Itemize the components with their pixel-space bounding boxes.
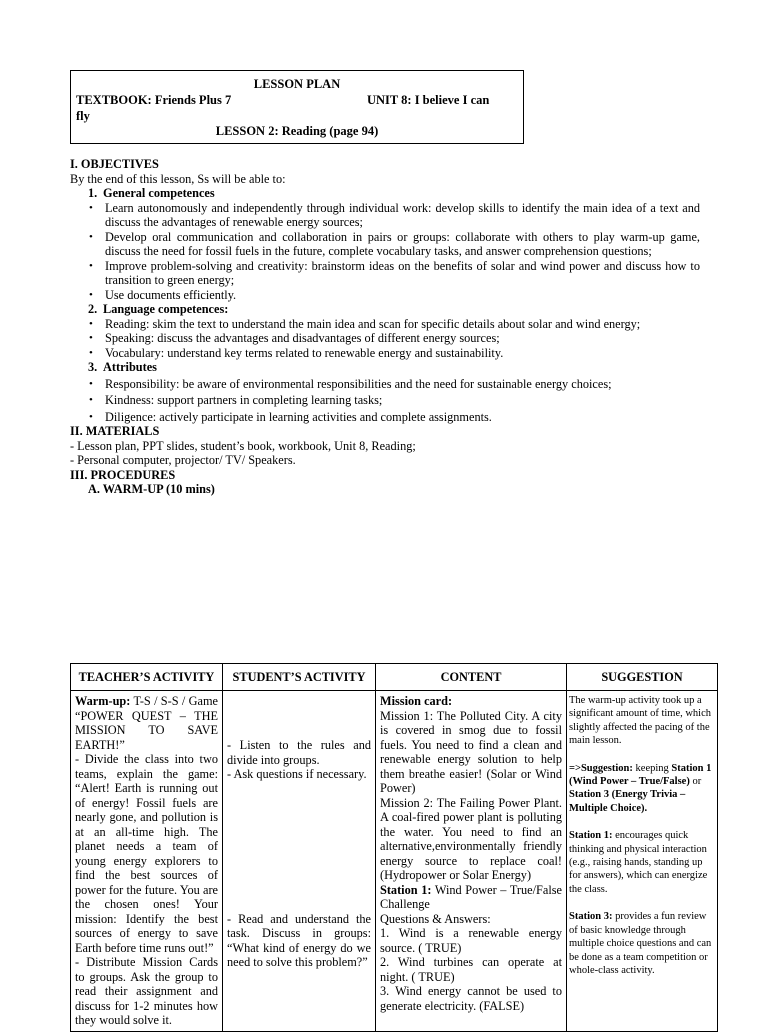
section-heading: 3. Attributes — [88, 360, 157, 374]
textbook-label: TEXTBOOK: Friends Plus 7 — [76, 93, 232, 107]
table-row — [71, 691, 718, 1032]
materials-line: - Lesson plan, PPT slides, student’s book, workbook, Unit 8, Reading; — [70, 438, 416, 453]
lesson-plan-title: LESSON PLAN — [253, 77, 341, 91]
list-item: • Vocabulary: understand key terms related to renewable energy and sustainability. — [70, 346, 700, 361]
list-item: • Kindness: support partners in completing learning tasks; — [70, 393, 700, 408]
general-competences-list — [70, 201, 700, 303]
suggestion-header: SUGGESTION — [567, 664, 718, 691]
teacher-activity-header: TEACHER’S ACTIVITY — [71, 664, 223, 691]
list-item: • Reading: skim the text to understand the main idea and scan for specific details about solar and wind energy; — [70, 317, 700, 332]
objectives-heading: I. OBJECTIVES — [70, 157, 159, 171]
suggestion-cell: The warm-up activity took up a significant amount of time, which slightly affected the pacing of the main lesson. =>Suggestion: keeping Station 1 (Wind Power – True/False) or Station 3 (Energy Trivia – Multiple Choice). Station 1: encourages quick thinking and physical interaction (e.g., raising hands, standing up for answers), which can energize the class. Station 3: provides a fun review of basic knowledge through multiple choice questions and can be done as a team competition or whole-class activity. — [567, 691, 718, 1032]
list-item: • Speaking: discuss the advantages and disadvantages of different energy sources; — [70, 331, 700, 346]
list-item: • Learn autonomously and independently through individual work: develop skills to identify the main idea of a text and discuss the advantages of renewable energy sources; — [70, 201, 700, 230]
lesson-body — [70, 157, 700, 497]
list-item: • Improve problem-solving and creativity: brainstorm ideas on the benefits of solar and wind power and discuss how to transition to green energy; — [70, 259, 700, 288]
language-competences-list — [70, 317, 700, 361]
list-item: • Responsibility: be aware of environmental responsibilities and the need for sustainable energy choices; — [70, 377, 700, 392]
materials-line: - Personal computer, projector/ TV/ Speakers. — [70, 453, 296, 467]
student-activity-header: STUDENT’S ACTIVITY — [223, 664, 376, 691]
list-item: • Develop oral communication and collaboration in pairs or groups: collaborate with others to play warm-up game, discuss the need for fossil fuels in the future, complete vocabulary tasks, and answer comprehension questions; — [70, 230, 700, 259]
list-item: • Diligence: actively participate in learning activities and complete assignments. — [70, 410, 700, 425]
lesson-header-box — [70, 70, 524, 144]
list-item: • Use documents efficiently. — [70, 288, 700, 303]
materials-heading: II. MATERIALS — [70, 424, 160, 438]
lesson-label: LESSON 2: Reading (page 94) — [215, 124, 379, 138]
section-heading: 2. Language competences: — [88, 302, 229, 316]
content-cell: Mission card: Mission 1: The Polluted City. A city is covered in smog due to fossil fuels. You need to find a clean and renewable energy solution to help them breathe easier! (Solar or Wind Power) Mission 2: The Failing Power Plant. A coal-fired power plant is polluting the water. You need to find an alternative,environmentally friendly energy source to replace coal! (Hydropower or Solar Energy) Station 1: Wind Power – True/False Challenge Questions & Answers: 1. Wind is a renewable energy source. ( TRUE) 2. Wind turbines can operate at night. ( TRUE) 3. Wind energy cannot be used to generate electricity. (FALSE) — [376, 691, 567, 1032]
unit-label: UNIT 8: I believe I can — [367, 93, 490, 107]
attributes-list — [70, 377, 700, 425]
table-header-row — [71, 664, 718, 691]
student-activity-cell: - Listen to the rules and divide into groups. - Ask questions if necessary. - Read and understand the task. Discuss in groups: “What kind of energy do we need to solve this problem?” — [223, 691, 376, 1032]
content-header: CONTENT — [376, 664, 567, 691]
warmup-heading: A. WARM-UP (10 mins) — [88, 482, 215, 496]
objectives-intro: By the end of this lesson, Ss will be able to: — [70, 171, 286, 186]
unit-label-continued: fly — [76, 109, 90, 123]
section-heading: 1. General competences — [88, 186, 215, 200]
teacher-activity-cell: Warm-up: T-S / S-S / Game “POWER QUEST – THE MISSION TO SAVE EARTH!” - Divide the class into two teams, explain the game: “Alert! Earth is running out of energy! Fossil fuels are nearly gone, and pollution is at an all-time high. The planet needs a team of young energy explorers to find the best sources of power for the future. You are the chosen ones! Your mission: Identify the best sources of energy to save Earth before time runs out!” - Distribute Mission Cards to groups. Ask the group to read their assignment and discuss for 1-2 minutes how they would solve it. — [71, 691, 223, 1032]
procedures-heading: III. PROCEDURES — [70, 467, 176, 482]
procedures-table — [70, 663, 718, 1032]
